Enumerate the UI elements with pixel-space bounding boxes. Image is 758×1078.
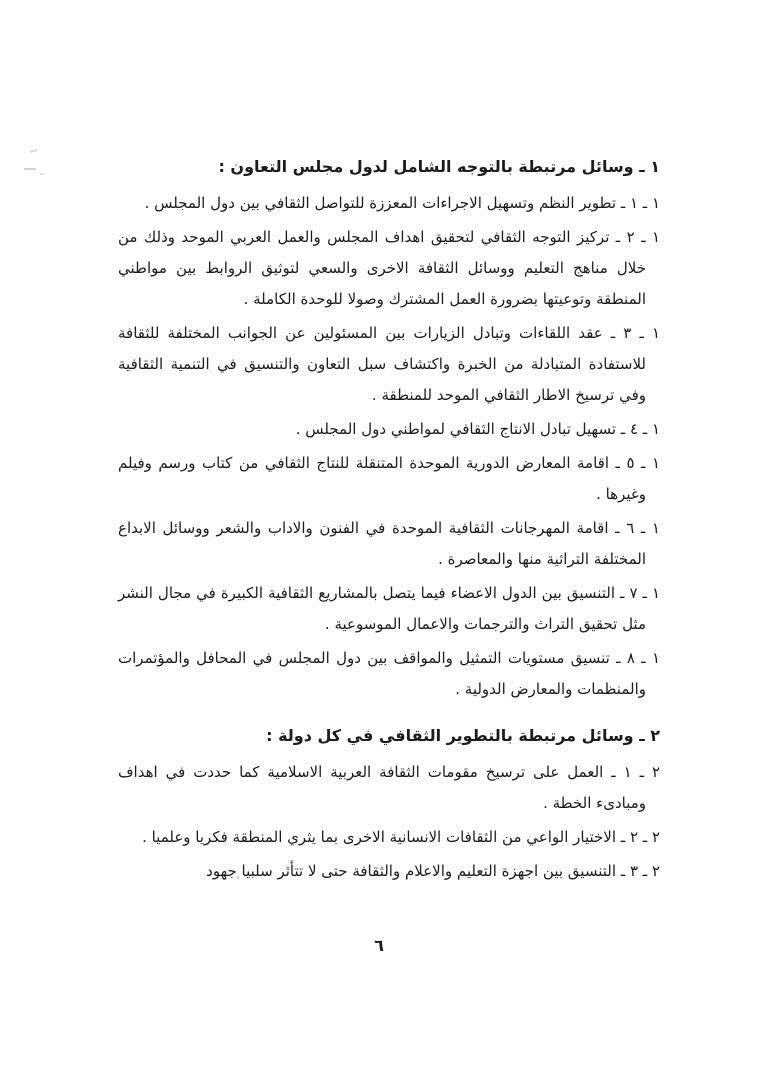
list-item: ١ ـ ٧ ـ التنسيق بين الدول الاعضاء فيما يتصل بالمشاريع الثقافية الكبيرة في مجال النشر مثل تحقيق التراث والترجمات والاعمال الموسوعية . bbox=[118, 584, 660, 633]
list-item: ١ ـ ٥ ـ اقامة المعارض الدورية الموحدة المتنقلة للنتاج الثقافي من كتاب ورسم وفيلم وغيرها . bbox=[118, 454, 660, 503]
scan-artifact bbox=[30, 150, 37, 153]
section-title: ٢ ـ وسائل مرتبطة بالتطوير الثقافي في كل دولة : bbox=[266, 726, 660, 745]
list-item: ١ ـ ٢ ـ تركيز التوجه الثقافي لتحقيق اهداف المجلس والعمل العربي الموحد وذلك من خلال مناهج التعليم ووسائل الثقافة الاخرى والسعي لتوثيق الروابط بين مواطني المنطقة وتوعيتها بضرورة العمل المشترك وصولا للوحدة الكاملة . bbox=[118, 228, 660, 308]
list-item: ١ ـ ٤ ـ تسهيل تبادل الانتاج الثقافي لمواطني دول المجلس . bbox=[295, 420, 660, 438]
list-item: ١ ـ ١ ـ تطوير النظم وتسهيل الاجراءات المعززة للتواصل الثقافي بين دول المجلس . bbox=[144, 194, 660, 212]
list-item: ٢ ـ ٢ ـ الاختيار الواعي من الثقافات الانسانية الاخرى بما يثري المنطقة فكريا وعلميا . bbox=[142, 828, 660, 846]
document-content bbox=[118, 152, 660, 890]
list-item: ١ ـ ٦ ـ اقامة المهرجانات الثقافية الموحدة في الفنون والاداب والشعر ووسائل الابداع المختلفة التراثية منها والمعاصرة . bbox=[118, 519, 660, 568]
section-title: ١ ـ وسائل مرتبطة بالتوجه الشامل لدول مجلس التعاون : bbox=[218, 157, 660, 176]
list-item: ٢ ـ ٣ ـ التنسيق بين اجهزة التعليم والاعلام والثقافة حتى لا تتأثر سلبيا جهود bbox=[206, 862, 660, 880]
list-item: ١ ـ ٨ ـ تنسيق مستويات التمثيل والمواقف بين دول المجلس في المحافل والمؤتمرات والمنظمات والمعارض الدولية . bbox=[118, 649, 660, 698]
list-item: ٢ ـ ١ ـ العمل على ترسيخ مقومات الثقافة العربية الاسلامية كما حددت في اهداف ومبادىء الخطة . bbox=[118, 763, 660, 812]
page-number: ٦ bbox=[374, 936, 384, 955]
list-item: ١ ـ ٣ ـ عقد اللقاءات وتبادل الزيارات بين المسئولين عن الجوانب المختلفة للثقافة للاستفادة المتبادلة من الخبرة واكتشاف سبل التعاون والتنسيق في التنمية الثقافية وفي ترسيخ الاطار الثقافي الموحد للمنطقة . bbox=[118, 324, 660, 404]
scan-artifact bbox=[24, 168, 36, 170]
scan-artifact bbox=[40, 173, 44, 175]
